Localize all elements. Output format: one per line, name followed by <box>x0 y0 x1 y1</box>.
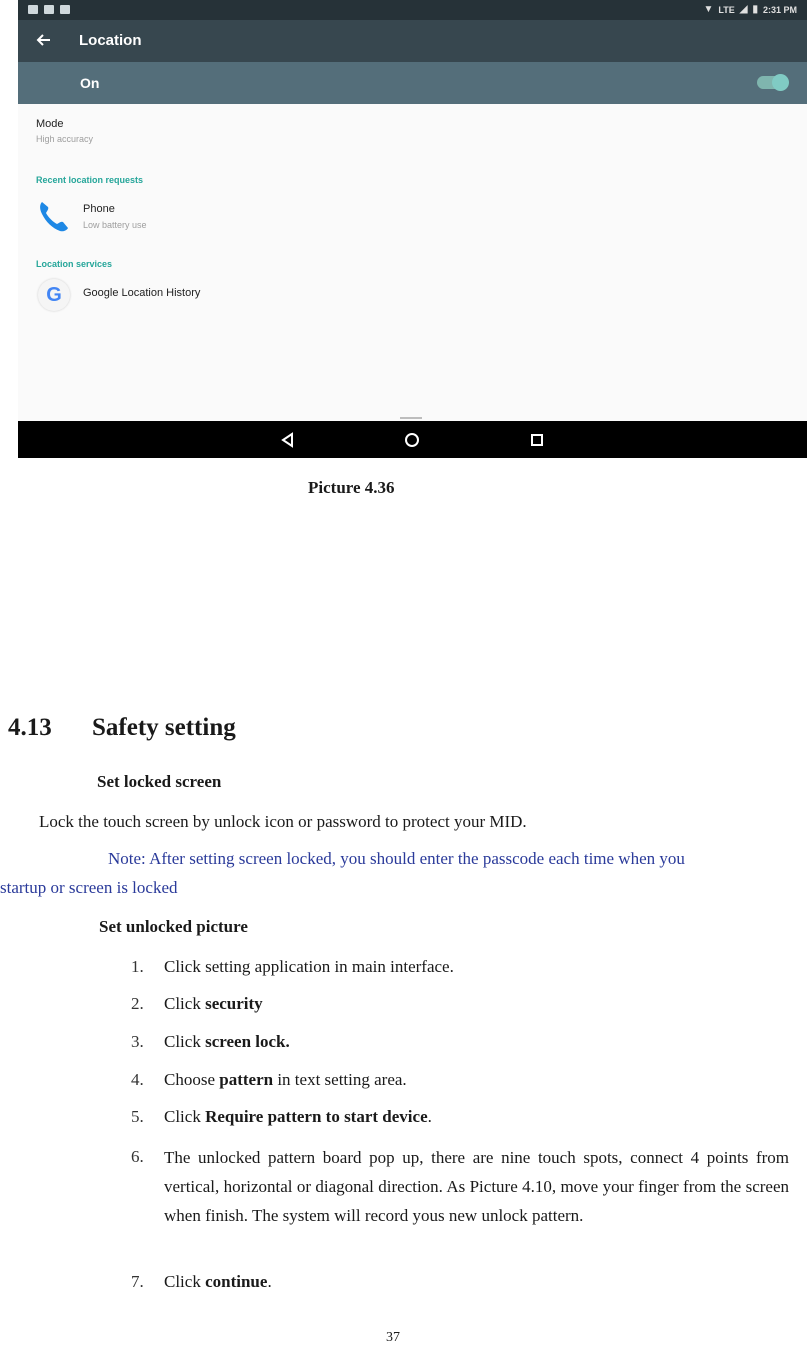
nav-recents-icon[interactable] <box>530 433 544 447</box>
nav-back-icon[interactable] <box>280 432 294 448</box>
location-services-header: Location services <box>36 259 113 269</box>
status-bar <box>18 0 807 20</box>
image-notification-icon <box>28 5 38 14</box>
step-number: 2. <box>131 994 144 1013</box>
switch-label: On <box>80 75 100 91</box>
network-type: LTE <box>718 5 735 15</box>
step-number: 6. <box>131 1147 144 1166</box>
divider <box>400 417 422 419</box>
step-number: 7. <box>131 1272 144 1291</box>
section-title: Safety setting <box>92 714 236 741</box>
wifi-icon: ▼ <box>703 4 714 15</box>
step-text: Click screen lock. <box>164 1032 290 1051</box>
recent-requests-header: Recent location requests <box>36 175 144 185</box>
nav-home-icon[interactable] <box>404 432 420 448</box>
battery-icon: ▮ <box>752 4 758 15</box>
note-line-2: startup or screen is locked <box>0 878 178 897</box>
lock-notification-icon <box>44 5 54 14</box>
note-line-1: Note: After setting screen locked, you should enter the passcode each time when you <box>108 849 685 868</box>
navigation-bar <box>18 421 807 458</box>
page-number: 37 <box>386 1330 400 1345</box>
step-text: Click continue. <box>164 1272 272 1291</box>
mode-setting-title[interactable]: Mode <box>36 118 64 130</box>
step-text: Click Require pattern to start device. <box>164 1107 432 1126</box>
location-master-switch[interactable] <box>18 62 807 104</box>
message-notification-icon <box>60 5 70 14</box>
location-toggle[interactable] <box>757 76 787 89</box>
step-number: 4. <box>131 1070 144 1089</box>
section-number: 4.13 <box>8 714 52 741</box>
step-number: 5. <box>131 1107 144 1126</box>
status-icons <box>704 4 797 16</box>
step-text: Choose pattern in text setting area. <box>164 1070 407 1089</box>
step-text: Click security <box>164 994 263 1013</box>
google-logo-icon: G <box>38 279 70 311</box>
status-time: 2:31 PM <box>762 5 797 15</box>
step-text: The unlocked pattern board pop up, there are nine touch spots, connect 4 points from vertical, horizontal or diagonal direction. As Picture 4.10, move your finger from the screen when finish. The system will record yous new unlock pattern. <box>164 1148 789 1225</box>
notification-icons <box>28 5 70 14</box>
figure-caption: Picture 4.36 <box>308 478 395 497</box>
page-title: Location <box>79 32 142 49</box>
google-location-history-item[interactable]: Google Location History <box>83 287 201 299</box>
lock-screen-description: Lock the touch screen by unlock icon or password to protect your MID. <box>39 812 527 831</box>
phone-icon <box>36 198 72 234</box>
step-number: 3. <box>131 1032 144 1051</box>
mode-setting-value: High accuracy <box>36 134 94 144</box>
step-number: 1. <box>131 957 144 976</box>
location-settings-screenshot <box>18 0 807 458</box>
recent-app-name[interactable]: Phone <box>83 203 115 215</box>
unlock-picture-heading: Set unlocked picture <box>99 917 248 936</box>
signal-icon: ◢ <box>739 4 748 15</box>
step-text: Click setting application in main interface. <box>164 957 454 976</box>
back-arrow-icon[interactable] <box>36 32 52 48</box>
toggle-knob <box>772 74 789 91</box>
app-bar <box>18 20 807 62</box>
lock-screen-heading: Set locked screen <box>97 772 222 791</box>
recent-app-usage: Low battery use <box>83 220 147 230</box>
